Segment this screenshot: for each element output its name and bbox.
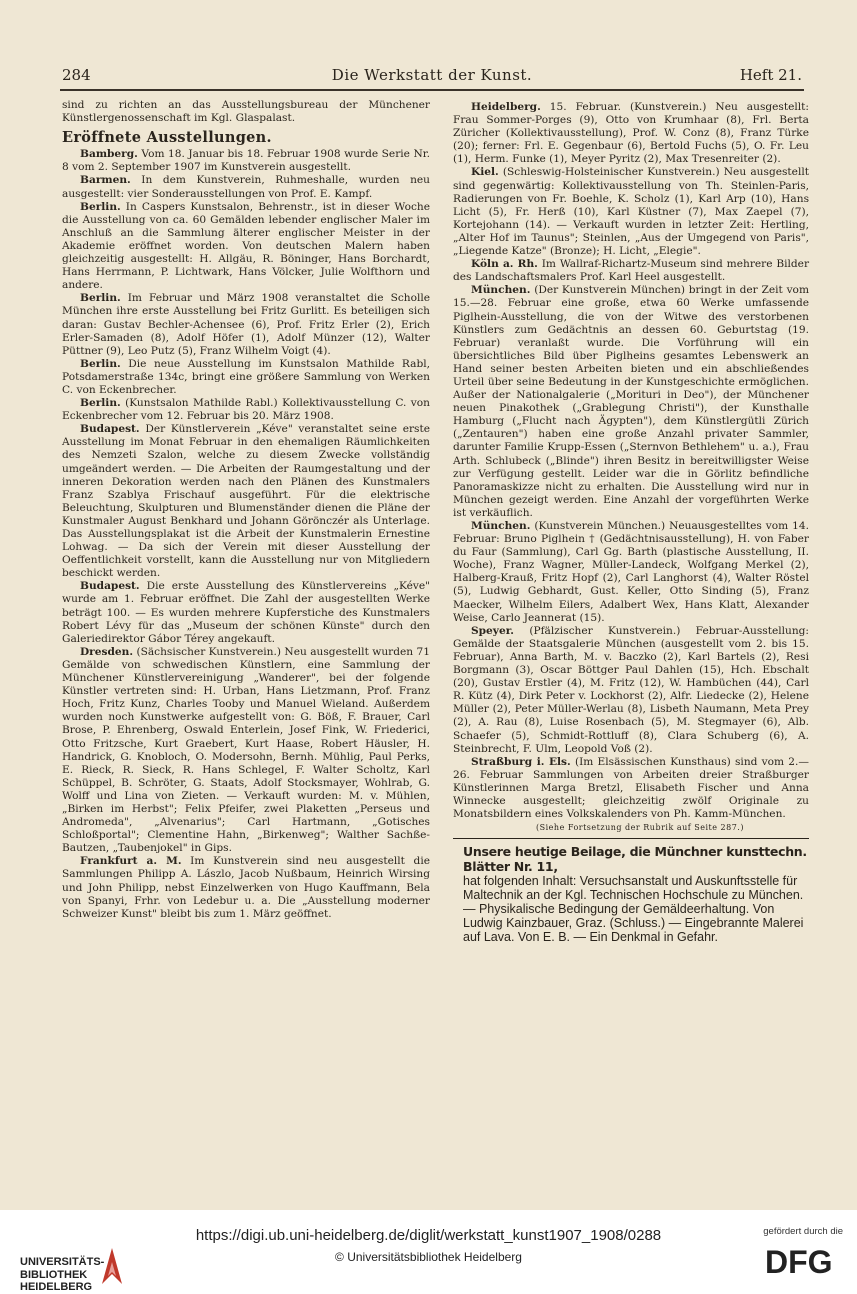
entry-place: Heidelberg. <box>471 101 541 113</box>
permalink-url[interactable]: https://digi.ub.uni-heidelberg.de/diglit/werkstatt_kunst1907_1908/0288 <box>195 1227 662 1244</box>
page-number: 284 <box>62 66 91 84</box>
header-rule <box>60 89 804 91</box>
journal-title: Die Werkstatt der Kunst. <box>331 66 533 84</box>
supplement-notice <box>453 844 809 944</box>
entry-text: (Sächsischer Kunstverein.) Neu ausgestellt wurden 71 Gemälde von schwedischen Künstlern, eine Sammlung der Münchener Künstlervereinigung „Wanderer", bei der folgende Künstler vertreten sind: H. Urban, Hans Lietzmann, Prof. Franz Hoch, Fritz Kunz, Charles Tooby und Manuel Wieland. Außerdem wurden noch Kunstwerke aufgestellt von: G. Böß, F. Brauer, Carl Brose, P. Ehrenberg, Oswald Enterlein, Josef Fink, W. Friederici, Otto Fritzsche, Kurt Graebert, Kurt Haase, Robert Häusler, H. Handrick, G. Knobloch, O. Modersohn, Bernh. Mühlig, Paul Perks, E. Rieck, R. Sieck, R. Hans Schlegel, F. Walter Scholtz, Karl Schüppel, B. Schröter, G. Staats, Adolf Stocksmayer, Wohlrab, G. Wolff und Lina von Zieten. — Verkauft wurden: M. v. Mühlen, „Birken im Herbst"; Felix Pfeifer, zwei Plaketten „Perseus und Andromeda", „Alvenarius"; Carl Hartmann, „Gotisches Schloßportal"; Clementine Hahn, „Birkenweg"; Walther Sachße-Bautzen, „Taubenjokel" in Gips. <box>62 645 430 855</box>
right-column <box>453 101 809 944</box>
entry-place: Berlin. <box>80 357 121 370</box>
entry-place: Barmen. <box>80 174 131 187</box>
entry-text: Im Wallraf-Richartz-Museum sind mehrere Bilder des Landschaftsmalers Prof. Karl Heel ausgestellt. <box>453 258 810 284</box>
entry-text: Im Februar und März 1908 veranstaltet die Scholle München ihre erste Ausstellung bei Fritz Gurlitt. Es beteiligen sich daran: Gustav Bechler-Achensee (6), Prof. Fritz Erler (2), Erich Erler-Samaden (8), Adolf Höfer (1), Adolf Münzer (12), Walter Püttner (9), Leo Putz (5), Franz Wilhelm Voigt (4). <box>62 292 430 357</box>
funded-by-label: gefördert durch die <box>763 1226 843 1237</box>
entry-text: In Caspers Kunstsalon, Behrenstr., ist in dieser Woche die Ausstellung von ca. 60 Gemälden lebender englischer Maler im Anschluß an die Sammlung älterer englischer Meister in der Akademie eröffnet worden. Von deutschen Malern haben gleichzeitig ausgestellt: H. Allgäu, R. Böninger, Hans Borchardt, Hans Herrmann, P. Lichtwark, Hans Völcker, Julie Wolfthorn und andere. <box>62 200 430 292</box>
exhibition-entry <box>62 397 430 423</box>
left-column <box>62 99 430 921</box>
copyright-notice: © Universitätsbibliothek Heidelberg <box>335 1250 522 1264</box>
exhibition-entry <box>453 284 809 520</box>
entry-text: 15. Februar. (Kunstverein.) Neu ausgestellt: Frau Sommer-Porges (9), Otto von Krumhaar (8), Frl. Berta Züricher (Kollektivausstellung), Prof. W. Conz (8), Franz Türke (20); ferner: Frl. E. Gegenbaur (6), Bertold Fuchs (5), O. Fr. Leu (1), Herm. Funke (1), Meyer Pyritz (2), Max Tresenreiter (2). <box>453 101 809 166</box>
entry-place: Frankfurt a. M. <box>80 855 182 868</box>
exhibition-entry <box>62 201 430 293</box>
right-entries <box>453 101 809 821</box>
supplement-text: hat folgenden Inhalt: Versuchsanstalt und Auskunftsstelle für Maltechnik an der Kgl. Technischen Hochschule zu München. — Physikalische Bedingung der Gemäldeerhaltung. Von Ludwig Kainzbauer, Graz. (Schluss.) — Eingebrannte Malerei auf Lava. Von E. B. — Ein Denkmal in Gefahr. <box>463 874 804 945</box>
exhibition-entry <box>62 580 430 645</box>
exhibition-entry <box>453 101 809 166</box>
continuation-note: (Siehe Fortsetzung der Rubrik auf Seite 287.) <box>536 823 744 833</box>
entry-text: Die neue Ausstellung im Kunstsalon Mathilde Rabl, Potsdamerstraße 134c, bringt eine größere Sammlung von Werken C. von Eckenbrecher. <box>62 357 430 396</box>
exhibition-entry <box>453 756 809 821</box>
intro-text: sind zu richten an das Ausstellungsbureau der Münchener Künstlergenossenschaft im Kgl. Glaspalast. <box>62 99 430 125</box>
section-title: Eröffnete Ausstellungen. <box>62 129 272 147</box>
supplement-divider <box>453 838 809 839</box>
entry-place: Budapest. <box>80 580 140 593</box>
entry-place: Bamberg. <box>80 148 138 161</box>
entry-place: München. <box>471 284 531 297</box>
exhibition-entry <box>62 423 430 580</box>
entry-place: Berlin. <box>80 397 121 410</box>
entry-text: (Kunstsalon Mathilde Rabl.) Kollektivausstellung C. von Eckenbrecher vom 12. Februar bis 20. März 1908. <box>62 397 430 423</box>
entry-place: Köln a. Rh. <box>471 258 538 271</box>
entry-place: Straßburg i. Els. <box>471 755 571 768</box>
dfg-logo-text: DFG <box>765 1244 833 1278</box>
exhibition-entry <box>453 520 809 625</box>
exhibition-entry <box>453 625 809 756</box>
entry-place: Dresden. <box>80 645 134 658</box>
entry-place: Kiel. <box>471 166 499 179</box>
exhibition-entry <box>453 258 809 284</box>
exhibition-entry <box>453 166 809 258</box>
entry-text: Die erste Ausstellung des Künstlervereins „Kéve" wurde am 1. Februar eröffnet. Die Zahl der ausgestellten Werke beträgt 100. — Es wurden mehrere Kupferstiche des Kunstmalers Robert Lévy für das „Museum der schönen Künste" durch den Galeriedirektor Gábor Térey angekauft. <box>62 580 430 645</box>
exhibition-entry <box>62 148 430 174</box>
entry-place: München. <box>471 520 531 532</box>
entry-place: Berlin. <box>80 292 121 305</box>
entry-text: (Kunstverein München.) Neuausgestelltes vom 14. Februar: Bruno Piglhein † (Gedächtnisausstellung), H. von Faber du Faur (Sammlung), Carl Gg. Barth (plastische Ausstellung, II. Woche), Franz Wagner, Müller-Landeck, Wolfgang Merkel (2), Halberg-Krauß, Fritz Hopf (2), Carl Langhorst (4), Walter Röstel (5), Ludwig Gebhardt, Gust. Keller, Otto Sinding (5), Franz Maecker, Wilhelm Eilers, Adalbert Wex, Hans Klatt, Alexander Weise, Carlo Jeannerat (15). <box>453 520 809 624</box>
library-name: UNIVERSITÄTS- BIBLIOTHEK HEIDELBERG <box>20 1256 105 1293</box>
entry-text: (Der Kunstverein München) bringt in der Zeit vom 15.—28. Februar eine große, etwa 60 Werke umfassende Piglhein-Ausstellung, die von der Witwe des verstorbenen Künstlers zum Gedächtnis an dessen 60. Geburtstag (19. Februar) veranlaßt wurde. Die Vorführung will ein übersichtliches Bild über Piglheins gesamtes Lebenswerk an Hand seiner besten Arbeiten bieten und ein abschließendes Urteil über seine Bedeutung in der Kunstgeschichte ermöglichen. Außer der Nationalgalerie („Morituri in Deo"), der Münchener neuen Pinakothek („Grablegung Christi"), der Kunsthalle Hamburg („Flucht nach Ägypten"), dem Künstlergütli Zürich („Zentauren") haben eine große Anzahl privater Sammler, darunter Familie Krupp-Essen („Sternvon Bethlehem" u. a.), Frau Arth. Schlubeck („Blinde") ihren Besitz in bereitwilligster Weise zur Verfügung gestellt. Leider war die in Görlitz befindliche Panoramaskizze nicht zu erhalten. Die Ausstellung wird nur in München gezeigt werden. Eine Anzahl der vorgeführten Werke ist verkäuflich. <box>453 284 809 519</box>
exhibition-entry <box>62 646 430 856</box>
entry-text: In dem Kunstverein, Ruhmeshalle, wurden neu ausgestellt: vier Sonderausstellungen von Prof. E. Kampf. <box>62 174 430 200</box>
supplement-title: Unsere heutige Beilage, die Münchner kunsttechn. Blätter Nr. 11, <box>463 844 807 875</box>
entry-text: Im Kunstverein sind neu ausgestellt die Sammlungen Philipp A. Lászlo, Jacob Nußbaum, Heinrich Wirsing und John Philipp, nebst Einzelwerken von Hugo Kauffmann, Bela von Spanyi, Frhr. von Ledebur u. a. Die „Ausstellung moderner Schweizer Kunst" bleibt bis zum 1. März geöffnet. <box>62 855 430 920</box>
entry-place: Berlin. <box>80 200 121 213</box>
running-header <box>62 66 802 88</box>
entry-text: Vom 18. Januar bis 18. Februar 1908 wurde Serie Nr. 8 vom 2. September 1907 im Kunstverein ausgestellt. <box>62 148 430 174</box>
entry-text: (Pfälzischer Kunstverein.) Februar-Ausstellung: Gemälde der Staatsgalerie München (ausgestellt vom 2. bis 15. Februar), Anna Barth, M. v. Baczko (2), Karl Bartels (2), Resi Borgmann (3), Oscar Böttger Paul Dahlen (15), Hch. Ebschalt (20), Gustav Erstler (4), M. Fritz (12), W. Hambüchen (44), Carl R. Kütz (4), Dirk Peter v. Lockhorst (2), Alfr. Liedecke (2), Helene Müller (2), Peter Müller-Werlau (8), Lisbeth Naumann, Meta Prey (2), A. Rau (8), Luise Rosenbach (5), M. Stegmayer (6), Alb. Schaefer (5), Schmidt-Rottluff (8), Clara Schuberg (6), A. Steinbrecht, F. Ulm, Leopold Voß (2). <box>453 624 809 755</box>
dfg-logo[interactable] <box>763 1244 843 1278</box>
library-footer <box>0 1210 857 1293</box>
entry-text: (Schleswig-Holsteinischer Kunstverein.) Neu ausgestellt sind gegenwärtig: Kollektivausstellung von Th. Steinlen-Paris, Radierungen von Fr. Boehle, K. Scholz (1), Karl Arp (10), Hans Licht (5), Fr. Herß (10), Karl Küstner (7), Max Zaepel (7), Kortejohann (14). — Verkauft wurden in letzter Zeit: Hertling, „Alter Hof im Taunus"; Steinlen, „Aus der Umgegend von Paris", „Liegende Katze" (Bronze); H. Licht, „Elegie". <box>453 166 809 258</box>
exhibition-entry <box>62 174 430 200</box>
exhibition-entry <box>62 855 430 920</box>
issue-number: Heft 21. <box>739 66 802 84</box>
entry-text: (Im Elsässischen Kunsthaus) sind vom 2.—26. Februar Sammlungen von Arbeiten dreier Straßburger Künstlerinnen Marga Bretzl, Elisabeth Fischer und Anna Winnecke ausgestellt; gleichzeitig zwölf Originale zu Monatsbildern eines Volkskalenders von Ph. Kamm-München. <box>453 755 809 821</box>
left-entries <box>62 148 430 921</box>
entry-place: Speyer. <box>471 624 514 637</box>
exhibition-entry <box>62 292 430 357</box>
entry-place: Budapest. <box>80 423 140 436</box>
exhibition-entry <box>62 358 430 397</box>
entry-text: Der Künstlerverein „Kéve" veranstaltet seine erste Ausstellung im Monat Februar in den ehemaligen Räumlichkeiten des Nemzeti Szalon, welche zu diesem Zwecke vollständig umgeändert werden. — Die Arbeiten der Raumgestaltung und der inneren Dekoration werden nach den Plänen des Kunstmalers Franz Szablya Frischauf ausgeführt. Für die elektrische Beleuchtung, Skulpturen und Blumenständer dienen die Pläne der Kunstmaler August Benkhard und Johann Görönczér als Unterlage. Das Ausstellungsplakat ist die Arbeit der Kunstmalerin Ernestine Lohwag. — Da sich der Verein mit dieser Ausstellung der Oeffentlichkeit vorstellt, kann die Ausstellung nur von Mitgliedern beschickt werden. <box>62 423 430 580</box>
